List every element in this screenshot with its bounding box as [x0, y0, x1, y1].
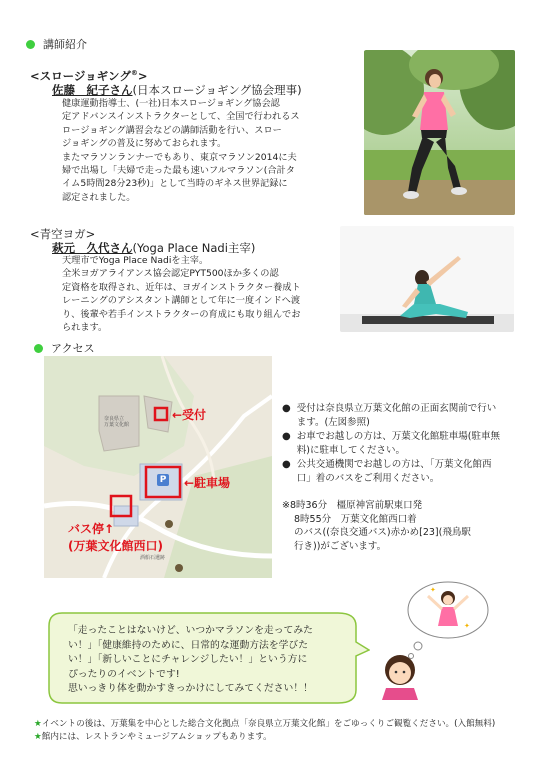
- parking-map-label: ←駐車場: [184, 476, 231, 490]
- footer-notes: [34, 718, 524, 743]
- green-dot-icon: [26, 40, 35, 49]
- list-item: ● お車でお越しの方は、万葉文化館駐車場(駐車無料)に駐車してください。: [282, 431, 500, 456]
- bus-stop-map-label: バス停↑: [68, 522, 115, 536]
- instructors-heading: 講師紹介: [26, 36, 87, 52]
- museum-map-label: 奈良県立 万葉文化館: [104, 416, 130, 428]
- parking-sign: P: [157, 474, 169, 486]
- svg-text:✦: ✦: [430, 586, 436, 594]
- yoga-bio: 天理市でYoga Place Nadiを主宰。 全米ヨガアライアンス協会認定PYT500ほか多くの認 定資格を取得され、近年は、ヨガインストラクター養成ト レーニングのアシスタント講師として年に一度インドへ渡 り、後輩や若手インストラクターの育成にも取り組んでお られます。: [62, 255, 301, 334]
- jogging-bio: 健康運動指導士、(一社)日本スロージョギング協会認 定アドバンスインストラクターとして、全国で行われるス ロージョギング講習会などの講師活動を行い、スロー ジョギングの普及に努めておられます。 またマラソンランナーでもあり、東京マラソン2014に夫 婦で出場し「夫婦で走った最も速いフルマラソン(合計タ イム5時間28分23秒)」として当時のギネス世界記録に 認定されました。: [62, 98, 300, 203]
- star-icon: ★: [34, 719, 42, 729]
- list-item: ● 公共交通機関でお越しの方は、「万葉文化館西口」着のバスをご利用ください。: [282, 459, 492, 484]
- yoga-category: <青空ヨガ>: [30, 227, 96, 241]
- reception-map-label: ←受付: [172, 408, 207, 422]
- jogging-instructor-name: 佐藤 紀子さん(日本スロージョギング協会理事): [52, 83, 302, 97]
- jogging-category: <スロージョギング®>: [30, 69, 148, 83]
- site-map-label: 酒船石遺跡: [140, 555, 166, 561]
- footer-line: ★イベントの後は、万葉集を中心とした総合文化拠点「奈良県立万葉文化館」をごゆっくりご観覧ください。(入館無料): [34, 719, 496, 729]
- yoga-instructor-name: 萩元 久代さん(Yoga Place Nadi主宰): [52, 241, 256, 255]
- yoga-photo: [340, 226, 514, 332]
- footer-line: ★館内には、レストランやミュージアムショップもあります。: [34, 731, 272, 742]
- list-item: ● 受付は奈良県立万葉文化館の正面玄関前で行います。(左図参照): [282, 403, 497, 428]
- green-dot-icon: [34, 344, 43, 353]
- access-info-list: [282, 402, 502, 487]
- bus-note: ※8時36分 橿原神宮前駅東口発 8時55分 万葉文化館西口着 のバス((奈良交通バス)赤かめ[23](飛鳥駅 行き))がございます。: [282, 500, 471, 552]
- star-icon: ★: [34, 731, 42, 742]
- thinking-girl-illustration: [378, 580, 498, 700]
- access-heading: アクセス: [34, 340, 95, 356]
- access-map: [44, 356, 272, 578]
- svg-text:✦: ✦: [464, 622, 470, 630]
- bus-stop-name-label: (万葉文化館西口): [68, 539, 163, 553]
- message-text: 「走ったことはないけど、いつかマラソンを走ってみた い！」「健康維持のために、日常的な運動方法を学びた い！」「新しいことにチャレンジしたい！」という方に ぴったりのイベントです! 思いっきり体を動かすきっかけにしてみてください！！: [68, 625, 313, 694]
- runner-photo: [364, 50, 515, 215]
